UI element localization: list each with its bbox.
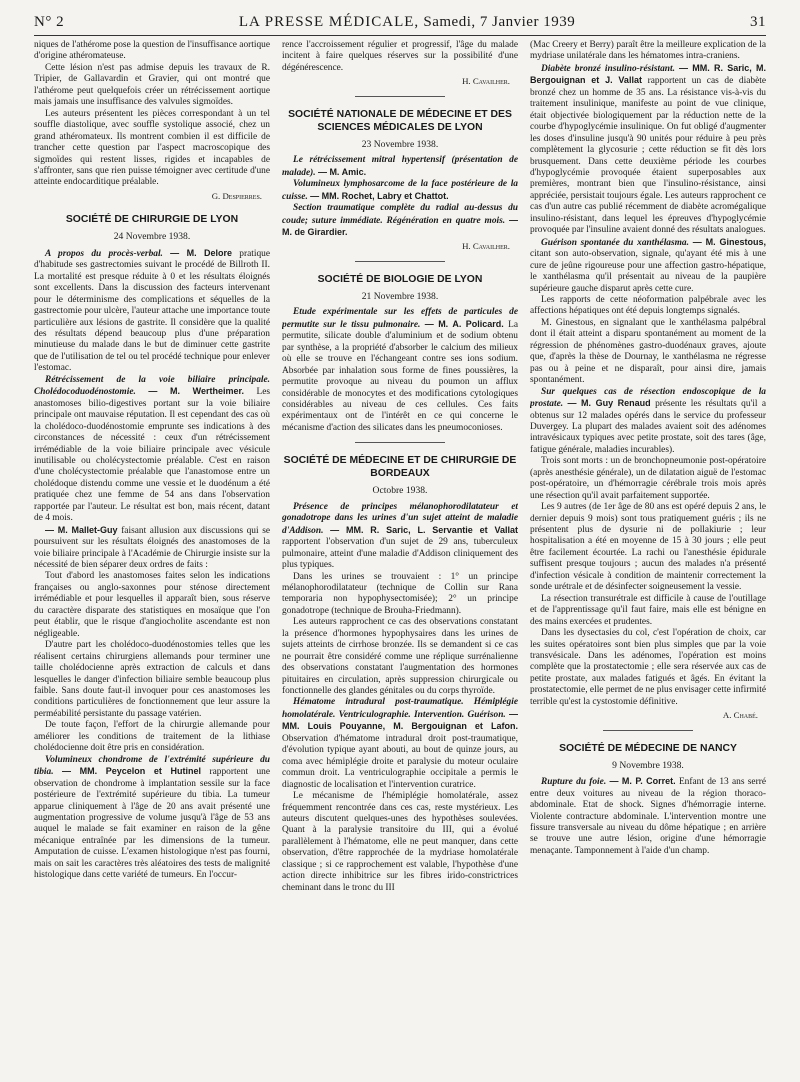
divider: [355, 261, 445, 262]
section-date: Octobre 1938.: [372, 485, 428, 497]
paragraph: Cette lésion n'est pas admise depuis les travaux de R. Tripier, de Gallavardin et Gravier, qui ont montré que l'athérome peut quelquefois créer un rétrécissement aortique mais jamais une insuffisance des valvules sigmoïdes.: [34, 62, 270, 108]
article-author: — MM. Louis Pouyanne, M. Bergouignan et Lafon.: [282, 708, 518, 732]
article-title: Rétrécissement de la voie biliaire principale. Cholédocoduodénostomie.: [34, 374, 270, 398]
article-text: Enfant de 13 ans serré entre deux voitures au niveau de la région thoraco-abdominale. Etat de shock. Signes d'hémorragie interne. Violente contracture abdominale. L'intervention montre une fissure transversale au niveau du dôme hépatique ; en arrière se trouve une autre lésion, origine d'une hémorragie menaçante. Tamponnement à l'aide d'un champ.: [530, 777, 766, 856]
article: [282, 203, 518, 239]
article: [530, 237, 766, 295]
paragraph: rence l'accroissement régulier et progressif, l'âge du malade incitent à faire quelques réserves sur la possibilité d'une dégénérescence.: [282, 40, 518, 73]
article-author: — M. Delore: [170, 247, 233, 258]
section-title: SOCIÉTÉ DE BIOLOGIE DE LYON: [317, 273, 483, 285]
article: [34, 248, 270, 375]
paragraph: Les rapports de cette néoformation palpébrale avec les affections hépatiques ont été depuis longtemps signalés.: [530, 294, 766, 317]
article-author: — M. P. Corret.: [609, 776, 676, 787]
article-author: — MM. R. Saric, L. Servantie et Vallat: [330, 524, 518, 535]
article-author: — M. A. Policard.: [424, 318, 504, 329]
article-text: rapportent une observation de chondrome à implantation sessile sur la face postérieure de l'extrémité supérieure du tibia. La tumeur apparue cliniquement à l'âge de 20 ans avait présenté une augmentation progressive de volume jusqu'à l'âge de 53 ans auquel le malade se fait examiner en raison de la gêne mécanique entraînée par les dimensions de la tumeur. Amputation de cuisse. L'examen histologique n'est pas fourni, mais on sait les caractères très aléatoires des tests de malignité histologique dans cette variété de tumeurs. En l'occur-: [34, 767, 270, 881]
article-title: Diabète bronzé insulino-résistant.: [541, 63, 675, 74]
article-text: Les anastomoses bilio-digestives portant sur la voie biliaire principale ont mauvaise réputation. Il est cependant des cas où la cholédoco-duodénostomie emprunte ses indications à des circonstances de nécessité : ceux d'un rétrécissement irrémédiable de la voie biliaire principale avec vésicule inutilisable ou cholécystectomie préalable. C'est en raison d'une cholécystectomie préalable que l'anastomose entre un cholédoque distendu comme une vessie et le duodénum a été pratiquée chez une femme de 54 ans dans l'observation rapportée par l'auteur. Le résultat est bon, mais récent, datant de 4 mois.: [34, 387, 270, 524]
paragraph: Les auteurs rapprochent ce cas des observations constatant la présence d'hormones hypophysaires dans les urines de sujets atteints de cirrhose bronzée. Ils se demandent si ce cas ne pourrait être considéré comme une réplique surrénalienne des observations constatant l'augmentation des hormones pituitaires en circulation, après suppression chirurgicale ou fonctionnelle des glandes génitales ou du corps thyroïde.: [282, 617, 518, 697]
paragraph: Tout d'abord les anastomoses faites selon les indications françaises ou anglo-saxonnes pour sténose directement irrémédiable et pour lesquelles il apparaît bien, sous réserve du caractère disparate des statistiques en mosaïque que l'on peut établir, que le risque d'angiocholite ascendante est non négligeable.: [34, 571, 270, 639]
article-author: — M. Amic.: [317, 166, 367, 177]
article: [282, 502, 518, 572]
article-author: — MM. Rochet, Labry et Chattot.: [310, 190, 449, 201]
paragraph: Le mécanisme de l'hémiplégie homolatérale, assez fréquemment rencontrée dans ces cas, reste mystérieux. Les auteurs discutent quelques-unes des hypothèses soulevées. Quant à la paralysie transitoire du III, qui a évolué parallèlement à l'hématome, elle ne peut manquer, dans cette observation, d'être rapprochée de la mydriase homolatérale classique ; si ce rapprochement est valable, l'hypothèse d'une action directe inhibitrice sur les fibres irido-constrictrices cheminant dans le tronc du III: [282, 791, 518, 893]
signature: H. Cavailher.: [462, 241, 510, 252]
article-author: — M. Guy Renaud: [567, 398, 651, 409]
article-text: présente les résultats qu'il a obtenus sur 12 malades opérés dans le service du professeur Duvergey. La plupart des malades avaient soit des adénomes intravésicaux typiques avec petite prostate, soit des tares (âge, fatigue générale, maladies incurables).: [530, 399, 766, 455]
divider: [355, 442, 445, 443]
page-header: [34, 14, 766, 36]
article-text: rapportent l'observation d'un sujet de 29 ans, tuberculeux pulmonaire, atteint d'une maladie d'Addison cliniquement des plus typiques.: [282, 537, 518, 571]
article-text: citant son auto-observation, signale, qu'ayant été mis à une cure de jeûne rigoureuse pour une affection gastro-hépatique, le xanthélasma qu'il présentait au niveau de la paupière supérieure gauche disparut après cette cure.: [530, 249, 766, 294]
article-text: La permutite, silicate double d'aluminium et de sodium obtenu par synthèse, a la propriété d'absorber le calcium des milieux où elle se trouve en l'échangeant contre ses ions sodium. Absorbée par inhalation sous forme de fines poussières, la permutite provoque au niveau du poumon un afflux considérable de monocytes et des modifications cytologiques considérables au niveau de ces cellules. Ces faits expérimentaux ont de l'intérêt en ce qui concerne le mécanisme d'action des silicates dans les pneumoconioses.: [282, 319, 518, 433]
section-title: SOCIÉTÉ DE MÉDECINE DE NANCY: [559, 742, 737, 754]
paragraph: D'autre part les cholédoco-duodénostomies telles que les réalisent certains chirurgiens allemands pour terminer une taille cholédocienne après extraction de calculs et dans lesquelles le danger d'infection biliaire semble beaucoup plus faible. Sans doute faut-il invoquer pour ces anastomoses les conditions particulières de fonctionnement que leur assure la perméabilité persistante du passage vatérien.: [34, 640, 270, 719]
article-title: Le rétrécissement mitral hypertensif (présentation de malade).: [282, 155, 518, 178]
divider: [603, 730, 693, 731]
paragraph: Dans les dysectasies du col, c'est l'opération de choix, car les suites opératoires sont bien plus simples que par la voie transvésicale. Dans les adénomes, l'opération est moins complète que la prostatectomie ; elle sera réservée aux cas de petite prostate, aux malades fatigués et âgés. En évitant la prostatectomie, elle permet de ne plus envisager cette infirmité terrible qu'est la cystostomie définitive.: [530, 628, 766, 707]
article-title: Hématome intradural post-traumatique. Hémiplégie homolatérale. Ventriculographie. Intervention. Guérison.: [282, 697, 518, 720]
paragraph: Les 9 autres (de 1er âge de 80 ans est opéré depuis 2 ans, le dernier depuis 9 mois) sont tous pratiquement guéris ; ils ne présentent plus de dysurie ni de pollakiurie ; leur hospitalisation a été en moyenne de 15 à 30 jours ; elle peut être facilement écourtée. La rachi ou l'anesthésie épidurale suffisent presque toujours ; aucun des malades n'a présenté d'infection vésicale à condition de maintenir correctement la sonde urétrale et de désinfecter soigneusement la vessie.: [530, 502, 766, 593]
article-text: rapportent un cas de diabète bronzé chez un homme de 35 ans. La résistance vis-à-vis du traitement insulinique, manifeste au point de vue clinique, était objectivée biologiquement par la réduction nette de la courbe d'hypoglycémie insulinique. On fut obligé d'augmenter les doses d'insuline jusqu'à 90 unités pour réduire à peu près complètement la glycosurie ; cette réduction se fit dès lors brusquement. Dans cette deuxième période les courbes d'hypoglycémie provoquée étaient superposables aux premières, montrant bien que l'insulino-résistance, ainsi appréciée, persistait toujours égale. Les auteurs rapprochent ce cas d'un autre cas publié récemment de diabète acromégalique insulino-résistant, dans lequel les épreuves d'hypoglycémie provoquée par l'insuline avaient donné des résultats analogues.: [530, 76, 766, 236]
article-author: — MM. Peycelon et Hutinel: [62, 766, 202, 777]
article-title: Rupture du foie.: [541, 777, 607, 788]
article-author: — M. de Girardier.: [282, 214, 518, 237]
article: [530, 63, 766, 237]
article-author: — MM. R. Saric, M. Bergouignan et J. Vallat: [530, 62, 766, 86]
paragraph: niques de l'athérome pose la question de l'insuffisance aortique d'origine athéromateuse.: [34, 40, 270, 62]
section-title: SOCIÉTÉ DE CHIRURGIE DE LYON: [65, 214, 239, 226]
article: [282, 155, 518, 179]
article-author: — M. Wertheimer.: [148, 386, 244, 397]
masthead: [64, 14, 750, 31]
article-title: Présence de principes mélanophorodilatateur et gonadotrope dans les urines d'un sujet atteint de maladie d'Addison.: [282, 501, 518, 536]
article-title: Section traumatique complète du radial au-dessus du coude; suture immédiate. Régénération en quatre mois.: [282, 203, 518, 226]
section-date: 24 Novembre 1938.: [113, 231, 191, 243]
section-title: SOCIÉTÉ NATIONALE DE MÉDECINE ET DES SCIENCES MÉDICALES DE LYON: [288, 108, 512, 133]
article-author: — M. Mallet-Guy: [45, 524, 118, 535]
paragraph: Trois sont morts : un de bronchopneumonie post-opératoire (après anesthésie générale), un de dilatation aiguë de l'estomac post-opératoire, un d'hémorragie cérébrale trois mois après une résection qu'il avait parfaitement supportée.: [530, 456, 766, 501]
article-title: Sur quelques cas de résection endoscopique de la prostate.: [530, 386, 766, 410]
paper-name: LA PRESSE MÉDICALE,: [238, 14, 420, 30]
column-2: [282, 40, 518, 1075]
paragraph: Les auteurs présentent les pièces correspondant à un tel souffle diastolique, avec souffle systolique associé, chez un grand athéromateux. Ils montrent combien il est difficile de trancher cette question par l'aspect macroscopique des sigmoïdes qui restent lisses, rigides et incapables de s'affronter, sans que rien puisse témoigner avec certitude d'une atteinte endocarditique préalable.: [34, 108, 270, 188]
article-text: faisant allusion aux discussions qui se poursuivent sur les résultats éloignés des anastomoses de la voie biliaire principale à l'Académie de Chirurgie insiste sur la nécessité de bien séparer deux ordres de faits :: [34, 525, 270, 571]
article-title: Guérison spontanée du xanthélasma.: [541, 237, 689, 248]
article-title: Etude expérimentale sur les effets de particules de permutite sur le tissu pulmonaire.: [282, 307, 518, 330]
signature: G. Despierres.: [211, 190, 262, 201]
article: [34, 525, 270, 572]
paragraph: La résection transurétrale est difficile à cause de l'outillage et de l'apprentissage qu'il faut faire, mais elle est bénigne en des mains exercées et prudentes.: [530, 593, 766, 627]
paragraph: De toute façon, l'effort de la chirurgie allemande pour améliorer les conditions de traitement de la lithiase cholédocienne doit être pris en considération.: [34, 720, 270, 754]
divider: [355, 96, 445, 97]
section-date: 9 Novembre 1938.: [612, 759, 684, 771]
paragraph: (Mac Creery et Berry) paraît être la meilleure explication de la mydriase unilatérale dans les hématomes intra-craniens.: [530, 40, 766, 62]
paragraph: M. Ginestous, en signalant que le xanthélasma palpébral dont il était atteint a disparu spontanément au moment de la régression de phénomènes gastro-duodénaux graves, ajoute que, d'après la thèse de Dournay, le xanthélasma ne régresse pas ou à peine et ne disparaît, pour ainsi dire, jamais spontanément.: [530, 317, 766, 386]
issue-number: N° 2: [34, 14, 65, 30]
article: [530, 776, 766, 857]
paragraph: Dans les urines se trouvaient : 1° un principe mélanophorodilatateur (technique de Collin sur Rana temporaria non hypophysectomisée); 2° un principe gonadotrope (technique de Brouha-Friedmann).: [282, 571, 518, 616]
page-number: 31: [750, 14, 766, 30]
article: [34, 755, 270, 882]
article-title: Volumineux chondrome de l'extrémité supérieure du tibia.: [34, 754, 270, 778]
article: [282, 697, 518, 791]
article-author: — M. Ginestous,: [692, 236, 766, 247]
article-title: A propos du procès-verbal.: [45, 248, 163, 259]
section-date: 23 Novembre 1938.: [361, 138, 439, 150]
article-text: Observation d'hématome intradural droit post-traumatique, d'évolution typique ayant abouti, au bout de quinze jours, au coma avec hémiplégie droite et paralysie du moteur oculaire commun droit. La ventriculographie occipitale a permis le diagnostic de localisation et l'intervention curatrice.: [282, 733, 518, 790]
signature: H. Cavailher.: [462, 76, 510, 87]
issue-date: Samedi, 7 Janvier 1939: [423, 14, 576, 30]
article: [282, 179, 518, 203]
column-3: [530, 40, 766, 1075]
article-text: pratique d'habitude ses gastrectomies suivant le procédé de Billroth II. La mortalité est presque réduite à 0 et les résultats éloignés sont excellents. Dans la discussion des facteurs intervenant pour le déterminisme des complications et séquelles de la gastrectomie pour ulcère, l'auteur attache une importance toute particulière aux lésions de gastrite. Il considère que la qualité des résultats dépend beaucoup plus d'une préparation minutieuse du malade dans le but de diminuer cette gastrite que de l'utilisation de tel ou tel procédé technique pour enlever l'estomac.: [34, 248, 270, 374]
article: [530, 387, 766, 457]
article: [34, 375, 270, 525]
column-1: [34, 40, 270, 1075]
section-date: 21 Novembre 1938.: [361, 290, 439, 302]
article: [282, 307, 518, 434]
section-title: SOCIÉTÉ DE MÉDECINE ET DE CHIRURGIE DE BORDEAUX: [283, 455, 517, 480]
signature: A. Chabé.: [722, 710, 758, 721]
article-title: Volumineux lymphosarcome de la face postérieure de la cuisse.: [282, 179, 518, 202]
columns: [34, 40, 766, 1075]
